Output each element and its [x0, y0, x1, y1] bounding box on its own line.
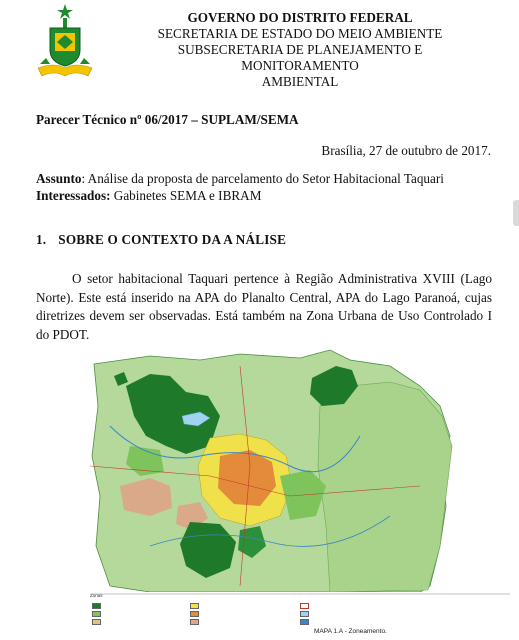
interested-line: [36, 187, 444, 204]
scroll-tab[interactable]: [513, 200, 519, 226]
legend-item-rural: [92, 611, 101, 617]
body-paragraph: O setor habitacional Taquari pertence à Região Administrativa XVIII (Lago Norte). Este está inserido na APA do Planalto Central, APA do Lago Paranoá, cujas diretrizes devem ser observadas. Está também na Zona Urbana de Uso Controlado I do PDOT.: [36, 271, 492, 342]
section-heading: [36, 232, 286, 248]
subject-text: : Análise da proposta de parcelamento do Setor Habitacional Taquari: [81, 171, 444, 186]
legend-item-urbana-consolidacao: [190, 603, 199, 609]
subject-label: Assunto: [36, 171, 82, 186]
subject-line: [36, 170, 444, 187]
document-meta: [36, 170, 444, 204]
document-date: Brasília, 27 de outubro de 2017.: [321, 143, 491, 158]
legend-item-protecao: [92, 603, 101, 609]
legend-item-curso-dagua: [300, 611, 309, 617]
interested-label: Interessados:: [36, 188, 111, 203]
interested-text: Gabinetes SEMA e IBRAM: [110, 188, 262, 203]
header-line-secretariat: SECRETARIA DE ESTADO DO MEIO AMBIENTE: [157, 26, 443, 41]
header-line-subsecretariat: SUBSECRETARIA DE PLANEJAMENTO E MONITORAMENTO: [177, 42, 423, 73]
document-title: Parecer Técnico nº 06/2017 – SUPLAM/SEMA: [36, 112, 299, 127]
section-title: SOBRE O CONTEXTO DA A NÁLISE: [58, 232, 287, 247]
government-header: [120, 10, 480, 90]
section-number: 1.: [36, 232, 47, 247]
df-coat-of-arms-icon: [34, 2, 96, 82]
legend-item-rural-diversificado: [92, 619, 101, 625]
legend-item-urbana-uso-controlado: [190, 619, 199, 625]
legend-item-urbana-expansao: [190, 611, 199, 617]
legend-title: Zonas: [90, 593, 103, 598]
legend-item-sistema-viario: [300, 603, 309, 609]
header-line-subsecretariat-cont: AMBIENTAL: [261, 74, 339, 89]
header-line-government: GOVERNO DO DISTRITO FEDERAL: [187, 10, 413, 25]
map-caption: MAPA 1.A - Zoneamento.: [314, 628, 387, 635]
legend-item-lago: [300, 619, 309, 625]
